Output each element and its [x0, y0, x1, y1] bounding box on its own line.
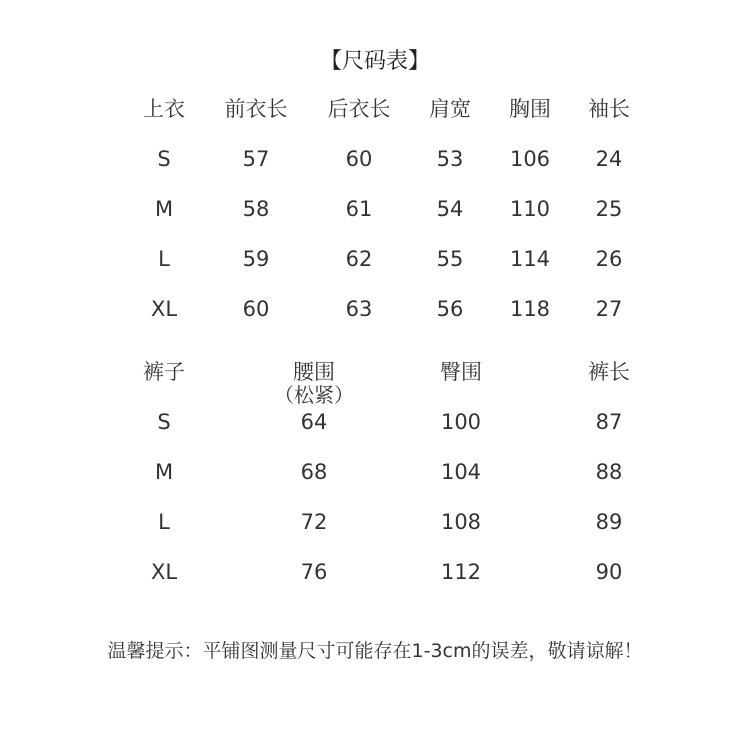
- table-cell: 63: [345, 297, 373, 321]
- table-cell: 118: [509, 297, 551, 321]
- table-cell: 87: [595, 410, 623, 434]
- column-header-back-length: 后衣长: [327, 97, 391, 121]
- table-cell: 24: [595, 147, 623, 171]
- table-cell: 62: [345, 247, 373, 271]
- column-header-waist: 腰围: [293, 360, 335, 384]
- table-cell: 54: [436, 197, 464, 221]
- column-header-sleeve: 袖长: [588, 97, 630, 121]
- table-cell: 114: [509, 247, 551, 271]
- table-cell: 110: [509, 197, 551, 221]
- table-cell: 104: [440, 460, 482, 484]
- table-cell: 57: [242, 147, 270, 171]
- table-cell: S: [157, 410, 171, 434]
- table-cell: 68: [300, 460, 328, 484]
- table-cell: 72: [300, 510, 328, 534]
- table-cell: 89: [595, 510, 623, 534]
- table-cell: 25: [595, 197, 623, 221]
- table-cell: 26: [595, 247, 623, 271]
- table-cell: 56: [436, 297, 464, 321]
- table-cell: 106: [509, 147, 551, 171]
- table-cell: XL: [150, 560, 178, 584]
- table-cell: M: [154, 197, 174, 221]
- column-header-waist-note: （松紧）: [274, 383, 354, 407]
- table-cell: M: [154, 460, 174, 484]
- table-cell: S: [157, 147, 171, 171]
- page-title: 【尺码表】: [319, 49, 430, 74]
- table-cell: 55: [436, 247, 464, 271]
- table-cell: 108: [440, 510, 482, 534]
- column-header-top: 上衣: [143, 97, 185, 121]
- table-cell: XL: [150, 297, 178, 321]
- table-cell: 61: [345, 197, 373, 221]
- table-cell: L: [158, 247, 170, 271]
- table-cell: 76: [300, 560, 328, 584]
- column-header-chest: 胸围: [509, 97, 551, 121]
- table-cell: 90: [595, 560, 623, 584]
- table-cell: 27: [595, 297, 623, 321]
- column-header-pants-length: 裤长: [588, 360, 630, 384]
- table-cell: 100: [440, 410, 482, 434]
- table-cell: 64: [300, 410, 328, 434]
- table-cell: 112: [440, 560, 482, 584]
- column-header-pants: 裤子: [143, 360, 185, 384]
- table-cell: 60: [242, 297, 270, 321]
- measurement-note: 温馨提示：平铺图测量尺寸可能存在1-3cm的误差，敬请谅解！: [107, 640, 643, 662]
- table-cell: 59: [242, 247, 270, 271]
- table-cell: 88: [595, 460, 623, 484]
- table-cell: 53: [436, 147, 464, 171]
- table-cell: 58: [242, 197, 270, 221]
- table-cell: L: [158, 510, 170, 534]
- column-header-front-length: 前衣长: [224, 97, 288, 121]
- column-header-shoulder: 肩宽: [429, 97, 471, 121]
- table-cell: 60: [345, 147, 373, 171]
- column-header-hip: 臀围: [440, 360, 482, 384]
